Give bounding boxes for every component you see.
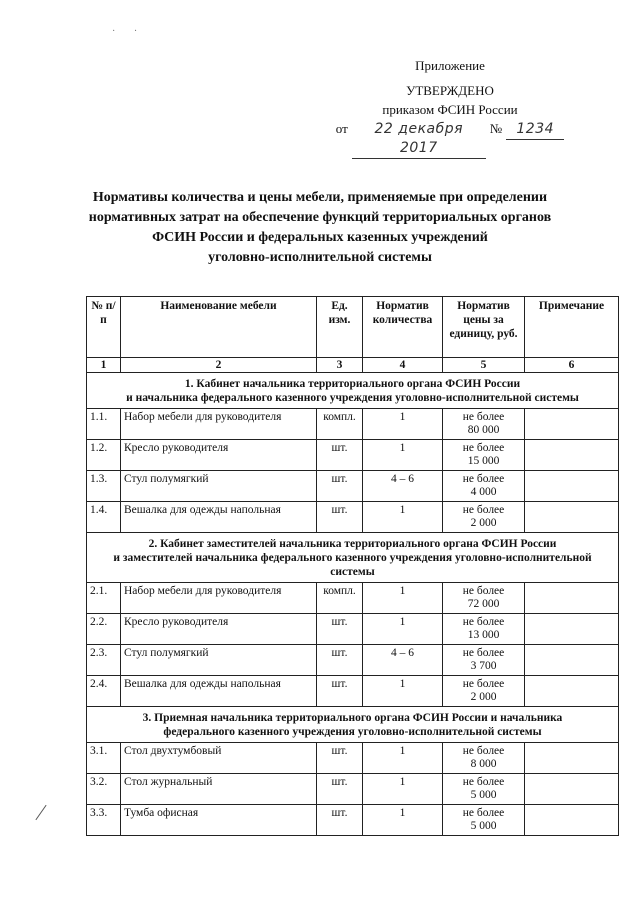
row-number: 1.1.: [87, 409, 121, 440]
scan-mark: · ·: [112, 26, 146, 37]
row-price: [443, 440, 525, 471]
row-name: Набор мебели для руководителя: [121, 409, 317, 440]
row-quantity: 1: [363, 743, 443, 774]
section-title: [87, 373, 619, 409]
table-row: [87, 583, 619, 614]
section-title: [87, 707, 619, 743]
row-price: [443, 409, 525, 440]
row-note: [525, 440, 619, 471]
price-value: 3 700: [470, 660, 497, 672]
row-name: Вешалка для одежды напольная: [121, 676, 317, 707]
row-number: 1.3.: [87, 471, 121, 502]
column-number: 5: [443, 358, 525, 373]
row-name: Кресло руководителя: [121, 614, 317, 645]
row-price: [443, 743, 525, 774]
price-value: 13 000: [467, 629, 500, 641]
price-label: не более: [462, 776, 505, 788]
title-line: уголовно-исполнительной системы: [208, 250, 432, 265]
row-name: Тумба офисная: [121, 805, 317, 836]
price-label: не более: [462, 807, 505, 819]
row-number: 1.2.: [87, 440, 121, 471]
row-number: 3.3.: [87, 805, 121, 836]
row-quantity: 1: [363, 583, 443, 614]
price-value: 4 000: [470, 486, 497, 498]
row-price: [443, 805, 525, 836]
order-label: приказом ФСИН России: [382, 102, 518, 117]
price-value: 2 000: [470, 691, 497, 703]
section-title-line: 3. Приемная начальника территориального органа ФСИН России и начальника: [142, 712, 563, 724]
price-value: 8 000: [470, 758, 497, 770]
row-price: [443, 583, 525, 614]
section-title-line: и заместителей начальника федерального казенного учреждения уголовно-исполнительной системы: [113, 552, 592, 578]
row-name: Стул полумягкий: [121, 471, 317, 502]
price-value: 15 000: [467, 455, 500, 467]
handwritten-number: 1234: [506, 120, 564, 140]
section-title-line: 2. Кабинет заместителей начальника территориального органа ФСИН России: [148, 538, 557, 550]
table-row: [87, 676, 619, 707]
row-note: [525, 583, 619, 614]
column-header-note: Примечание: [525, 297, 619, 358]
price-value: 72 000: [467, 598, 500, 610]
date-line: [330, 119, 570, 159]
row-price: [443, 676, 525, 707]
row-price: [443, 502, 525, 533]
appendix-label: Приложение: [415, 58, 485, 73]
column-numbers-row: [87, 358, 619, 373]
row-note: [525, 471, 619, 502]
furniture-norms-table: [86, 296, 619, 836]
column-number: 3: [317, 358, 363, 373]
price-label: не более: [462, 678, 505, 690]
row-quantity: 1: [363, 676, 443, 707]
row-unit: шт.: [317, 502, 363, 533]
approval-block: [330, 56, 570, 159]
row-quantity: 1: [363, 614, 443, 645]
number-prefix: №: [489, 121, 503, 136]
column-header-quantity: Норматив количества: [363, 297, 443, 358]
column-number: 4: [363, 358, 443, 373]
table-row: [87, 614, 619, 645]
column-number: 2: [121, 358, 317, 373]
row-unit: компл.: [317, 583, 363, 614]
row-number: 2.1.: [87, 583, 121, 614]
row-note: [525, 805, 619, 836]
column-header-unit: Ед. изм.: [317, 297, 363, 358]
table-row: [87, 774, 619, 805]
approved-label: УТВЕРЖДЕНО: [406, 83, 494, 98]
title-line: Нормативы количества и цены мебели, применяемые при определении: [92, 190, 548, 205]
row-unit: шт.: [317, 743, 363, 774]
section-header-row: [87, 373, 619, 409]
document-title: [80, 188, 560, 268]
price-label: не более: [462, 647, 505, 659]
handwritten-date: 22 декабря 2017: [352, 120, 486, 159]
section-title-line: 1. Кабинет начальника территориального органа ФСИН России: [184, 378, 521, 390]
table-row: [87, 409, 619, 440]
row-quantity: 1: [363, 440, 443, 471]
table-row: [87, 805, 619, 836]
row-number: 2.3.: [87, 645, 121, 676]
row-note: [525, 409, 619, 440]
date-prefix: от: [335, 121, 348, 136]
table-row: [87, 743, 619, 774]
row-name: Стол двухтумбовый: [121, 743, 317, 774]
table-row: [87, 440, 619, 471]
row-note: [525, 614, 619, 645]
row-note: [525, 774, 619, 805]
section-title-line: федерального казенного учреждения уголовно-исполнительной системы: [163, 726, 542, 738]
row-unit: компл.: [317, 409, 363, 440]
row-name: Стол журнальный: [121, 774, 317, 805]
table-row: [87, 502, 619, 533]
row-unit: шт.: [317, 471, 363, 502]
price-value: 2 000: [470, 517, 497, 529]
section-header-row: [87, 533, 619, 583]
row-number: 2.2.: [87, 614, 121, 645]
row-note: [525, 676, 619, 707]
column-header-number: № п/п: [87, 297, 121, 358]
row-number: 1.4.: [87, 502, 121, 533]
title-line: ФСИН России и федеральных казенных учреждений: [152, 230, 488, 245]
price-label: не более: [462, 442, 505, 454]
row-unit: шт.: [317, 774, 363, 805]
price-label: не более: [462, 504, 505, 516]
row-quantity: 4 – 6: [363, 471, 443, 502]
row-quantity: 1: [363, 502, 443, 533]
section-title: [87, 533, 619, 583]
column-header-name: Наименование мебели: [121, 297, 317, 358]
row-price: [443, 471, 525, 502]
price-value: 5 000: [470, 789, 497, 801]
row-name: Кресло руководителя: [121, 440, 317, 471]
row-unit: шт.: [317, 645, 363, 676]
table-row: [87, 471, 619, 502]
row-quantity: 1: [363, 805, 443, 836]
column-number: 1: [87, 358, 121, 373]
row-name: Стул полумягкий: [121, 645, 317, 676]
row-price: [443, 774, 525, 805]
column-header-price: Норматив цены за единицу, руб.: [443, 297, 525, 358]
price-label: не более: [462, 411, 505, 423]
section-header-row: [87, 707, 619, 743]
section-title-line: и начальника федерального казенного учреждения уголовно-исполнительной системы: [126, 392, 579, 404]
row-unit: шт.: [317, 614, 363, 645]
row-quantity: 4 – 6: [363, 645, 443, 676]
column-number: 6: [525, 358, 619, 373]
table-row: [87, 645, 619, 676]
row-note: [525, 502, 619, 533]
row-price: [443, 645, 525, 676]
row-name: Набор мебели для руководителя: [121, 583, 317, 614]
row-quantity: 1: [363, 409, 443, 440]
row-number: 2.4.: [87, 676, 121, 707]
row-unit: шт.: [317, 805, 363, 836]
table-header-row: [87, 297, 619, 358]
row-name: Вешалка для одежды напольная: [121, 502, 317, 533]
title-line: нормативных затрат на обеспечение функций территориальных органов: [88, 210, 552, 225]
row-number: 3.2.: [87, 774, 121, 805]
row-note: [525, 743, 619, 774]
pen-mark: [35, 805, 46, 820]
price-value: 5 000: [470, 820, 497, 832]
row-note: [525, 645, 619, 676]
price-label: не более: [462, 473, 505, 485]
row-unit: шт.: [317, 440, 363, 471]
price-label: не более: [462, 745, 505, 757]
price-label: не более: [462, 616, 505, 628]
row-unit: шт.: [317, 676, 363, 707]
row-number: 3.1.: [87, 743, 121, 774]
row-quantity: 1: [363, 774, 443, 805]
row-price: [443, 614, 525, 645]
price-label: не более: [462, 585, 505, 597]
price-value: 80 000: [467, 424, 500, 436]
